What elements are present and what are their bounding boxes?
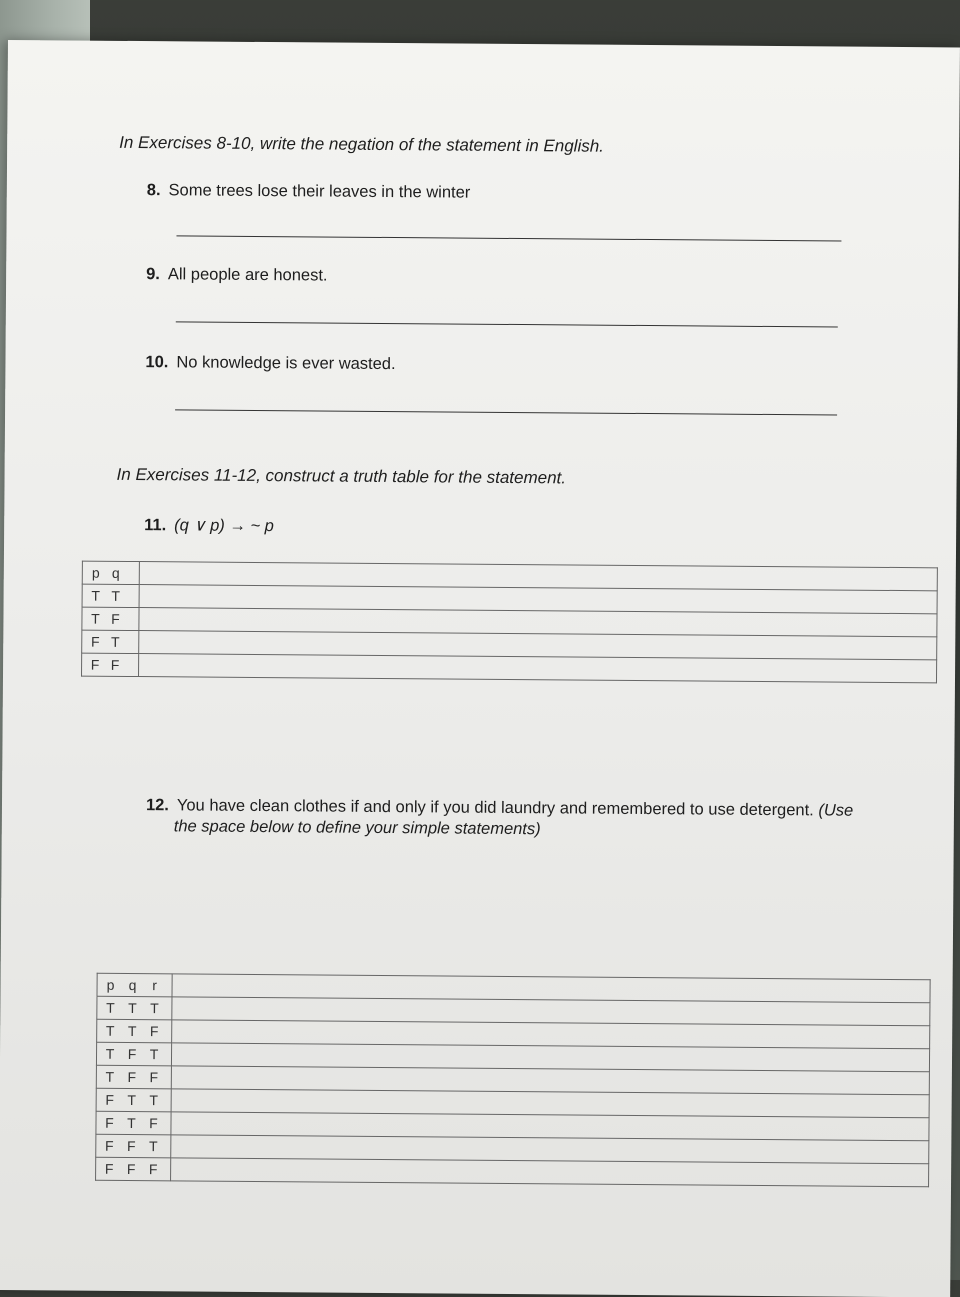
instructions-11-12: In Exercises 11-12, construct a truth table for the statement. bbox=[116, 464, 567, 488]
truth-value: T bbox=[105, 1068, 115, 1085]
truth-value: F bbox=[105, 1091, 115, 1108]
truth-value: T bbox=[128, 999, 137, 1017]
truth-value: F bbox=[127, 1045, 137, 1063]
truth-value: F bbox=[104, 1137, 114, 1154]
truth-value: F bbox=[149, 1115, 158, 1132]
question-number: 9. bbox=[146, 265, 161, 284]
answer-line-9[interactable] bbox=[176, 321, 838, 327]
truth-value: F bbox=[105, 1114, 114, 1131]
truth-values-cell bbox=[96, 1111, 171, 1135]
question-text: Some trees lose their leaves in the winter bbox=[168, 181, 471, 202]
truth-value: F bbox=[111, 610, 120, 627]
truth-table-11 bbox=[81, 561, 938, 684]
question-text: All people are honest. bbox=[167, 265, 328, 285]
question-number: 11. bbox=[144, 516, 167, 535]
truth-value: F bbox=[149, 1023, 159, 1040]
truth-value: T bbox=[106, 999, 115, 1016]
instructions-8-10: In Exercises 8-10, write the negation of the statement in English. bbox=[119, 132, 605, 156]
question-10 bbox=[145, 353, 395, 374]
truth-values-cell bbox=[82, 630, 139, 653]
truth-value: F bbox=[90, 656, 100, 673]
question-8 bbox=[147, 181, 471, 203]
truth-values-cell bbox=[82, 561, 139, 584]
truth-values-cell bbox=[97, 996, 172, 1020]
truth-values-cell bbox=[96, 1065, 171, 1089]
logic-statement: (q ∨ p) → ~ p bbox=[174, 516, 274, 536]
worksheet-page bbox=[0, 40, 960, 1297]
question-number: 10. bbox=[145, 353, 169, 372]
truth-value: T bbox=[105, 1045, 115, 1062]
answer-cell[interactable] bbox=[139, 654, 937, 683]
truth-table-12 bbox=[95, 973, 931, 1188]
truth-value: T bbox=[149, 1046, 159, 1063]
truth-values-cell bbox=[97, 1019, 172, 1043]
variable-label: p bbox=[106, 976, 115, 993]
question-note-continued: the space below to define your simple statements) bbox=[173, 817, 541, 839]
question-11 bbox=[144, 515, 274, 536]
variable-label: q bbox=[111, 564, 120, 581]
truth-value: F bbox=[126, 1137, 136, 1155]
question-text: No knowledge is ever wasted. bbox=[176, 353, 396, 374]
truth-value: F bbox=[90, 633, 100, 650]
truth-values-cell bbox=[82, 607, 139, 630]
variable-label: r bbox=[152, 977, 157, 994]
truth-values-cell bbox=[96, 1157, 171, 1181]
variable-label: q bbox=[128, 976, 137, 994]
truth-values-cell bbox=[97, 973, 172, 997]
truth-value: T bbox=[105, 1022, 115, 1039]
truth-values-cell bbox=[82, 584, 139, 607]
truth-value: T bbox=[127, 1022, 137, 1040]
truth-value: T bbox=[148, 1138, 158, 1155]
truth-values-cell bbox=[96, 1088, 171, 1112]
truth-values-cell bbox=[96, 1134, 171, 1158]
truth-value: F bbox=[149, 1069, 159, 1086]
truth-value: T bbox=[111, 587, 120, 604]
truth-value: F bbox=[127, 1068, 137, 1086]
answer-line-8[interactable] bbox=[176, 235, 841, 241]
truth-value: T bbox=[150, 1000, 159, 1017]
truth-value: F bbox=[148, 1161, 158, 1178]
truth-value: T bbox=[91, 587, 100, 604]
variable-label: p bbox=[91, 564, 100, 581]
truth-value: F bbox=[104, 1160, 114, 1177]
question-number: 8. bbox=[146, 181, 161, 200]
definitions-space[interactable] bbox=[145, 851, 926, 967]
question-number: 12. bbox=[145, 796, 170, 815]
question-12 bbox=[146, 795, 936, 843]
question-9 bbox=[146, 265, 328, 285]
truth-value: T bbox=[127, 1091, 137, 1109]
answer-cell[interactable] bbox=[171, 1158, 929, 1187]
truth-value: T bbox=[149, 1092, 159, 1109]
truth-value: T bbox=[110, 633, 120, 650]
truth-value: T bbox=[127, 1114, 136, 1132]
truth-value: F bbox=[126, 1160, 136, 1178]
question-text: You have clean clothes if and only if you did laundry and remembered to use detergent. bbox=[176, 796, 814, 820]
question-note: (Use bbox=[818, 801, 854, 820]
answer-line-10[interactable] bbox=[175, 409, 837, 415]
truth-value: F bbox=[110, 656, 120, 673]
truth-value: T bbox=[91, 610, 100, 627]
truth-values-cell bbox=[82, 653, 139, 676]
truth-values-cell bbox=[96, 1042, 171, 1066]
